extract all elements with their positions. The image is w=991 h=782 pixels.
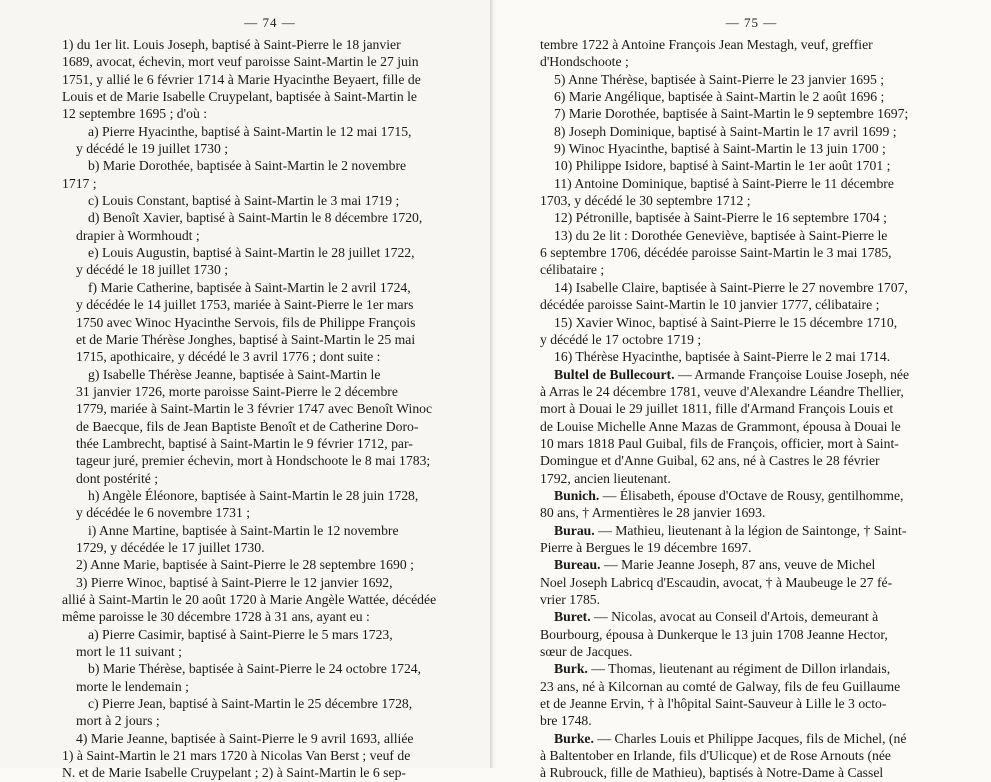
text-line	[540, 522, 963, 539]
text-line	[62, 314, 468, 331]
entry-heading: Burk.	[554, 661, 588, 677]
entry-heading: Bultel de Bullecourt.	[554, 366, 675, 382]
line-text: 23 ans, né à Kilcornan au comté de Galway, fils de feu Guillaume	[540, 678, 901, 694]
line-text: décédée paroisse Saint-Martin le 10 janvier 1777, célibataire ;	[540, 297, 880, 313]
line-text: dont postérité ;	[76, 470, 159, 486]
line-text: mort à 2 jours ;	[76, 713, 160, 729]
line-text: bre 1748.	[540, 713, 592, 729]
text-line	[62, 435, 468, 452]
line-text: e) Louis Augustin, baptisé à Saint-Martin le 28 juillet 1722,	[88, 245, 415, 261]
text-line	[540, 487, 963, 504]
text-line	[540, 712, 963, 729]
text-line	[62, 175, 468, 192]
text-line	[540, 539, 963, 556]
text-line	[62, 556, 468, 573]
text-line	[540, 470, 963, 487]
line-text: Louis et de Marie Isabelle Cruypelant, baptisée à Saint-Martin le	[62, 89, 417, 105]
text-line	[540, 88, 963, 105]
text-line	[540, 383, 963, 400]
text-line	[62, 660, 468, 677]
line-text: 1) du 1er lit. Louis Joseph, baptisé à Saint-Pierre le 18 janvier	[62, 37, 401, 52]
line-text: de Baecque, fils de Jean Baptiste Benoît et de Catherine Doro-	[76, 418, 419, 434]
line-text: 8) Joseph Dominique, baptisé à Saint-Martin le 17 avril 1699 ;	[554, 123, 897, 139]
text-line	[62, 400, 468, 417]
text-line	[62, 157, 468, 174]
line-text: 14) Isabelle Claire, baptisée à Saint-Pierre le 27 novembre 1707,	[554, 279, 908, 295]
text-line	[540, 227, 963, 244]
text-line	[62, 626, 468, 643]
text-line	[540, 452, 963, 469]
line-text: a) Pierre Hyacinthe, baptisé à Saint-Martin le 12 mai 1715,	[88, 123, 412, 139]
line-text: Pierre à Bergues le 19 décembre 1697.	[540, 539, 752, 555]
line-text: 1792, ancien lieutenant.	[540, 470, 671, 486]
page-number: — 74 —	[244, 15, 296, 30]
line-text: 12) Pétronille, baptisée à Saint-Pierre le 16 septembre 1704 ;	[554, 210, 887, 226]
text-line	[540, 314, 963, 331]
text-line	[540, 556, 963, 573]
text-line	[62, 71, 468, 88]
line-text: — Nicolas, avocat au Conseil d'Artois, demeurant à	[590, 609, 879, 625]
text-line	[62, 227, 468, 244]
text-line	[62, 678, 468, 695]
line-text: — Armande Françoise Louise Joseph, née	[674, 366, 910, 382]
text-line	[62, 504, 468, 521]
text-line	[540, 331, 963, 348]
line-text: vrier 1785.	[540, 592, 601, 607]
right-page	[492, 0, 991, 781]
text-line	[62, 279, 468, 296]
line-text: y décédé le 19 juillet 1730 ;	[76, 141, 229, 157]
text-line	[540, 504, 963, 521]
entry-heading: Bunich.	[554, 487, 600, 503]
text-line	[540, 626, 963, 643]
text-line	[62, 764, 468, 781]
line-text: — Élisabeth, épouse d'Octave de Rousy, gentilhomme,	[599, 487, 904, 503]
line-text: 1715, apothicaire, y décédé le 3 avril 1776 ; dont suite :	[76, 349, 381, 365]
line-text: 9) Winoc Hyacinthe, baptisé à Saint-Martin le 13 juin 1700 ;	[554, 141, 886, 157]
line-text: 31 janvier 1726, morte paroisse Saint-Pierre le 2 décembre	[76, 383, 398, 399]
line-text: sœur de Jacques.	[540, 644, 633, 660]
text-line	[62, 36, 468, 53]
line-text: 1779, mariée à Saint-Martin le 3 février 1747 avec Benoît Winoc	[76, 401, 433, 417]
text-line	[540, 747, 963, 764]
text-line	[62, 331, 468, 348]
text-line	[62, 591, 468, 608]
line-text: a) Pierre Casimir, baptisé à Saint-Pierre le 5 mars 1723,	[88, 626, 393, 642]
text-line	[540, 71, 963, 88]
line-text: y décédée le 14 juillet 1753, mariée à Saint-Pierre le 1er mars	[76, 297, 414, 313]
line-text: b) Marie Thérèse, baptisée à Saint-Pierre le 24 octobre 1724,	[88, 661, 422, 677]
line-text: 1750 avec Winoc Hyacinthe Servois, fils de Philippe François	[76, 314, 416, 330]
text-line	[540, 279, 963, 296]
text-line	[540, 175, 963, 192]
line-text: — Marie Jeanne Joseph, 87 ans, veuve de Michel	[600, 557, 876, 573]
text-line	[62, 574, 468, 591]
text-line	[62, 261, 468, 278]
text-line	[62, 296, 468, 313]
text-line	[540, 643, 963, 660]
line-text: à Baltentober en Irlande, fils d'Ulicque) et de Rose Arnouts (née	[540, 748, 892, 764]
text-line	[540, 348, 963, 365]
text-line	[62, 643, 468, 660]
text-line	[62, 487, 468, 504]
text-line	[62, 348, 468, 365]
line-text: 1689, avocat, échevin, mort veuf paroisse Saint-Martin le 27 juin	[62, 54, 419, 70]
line-text: tembre 1722 à Antoine François Jean Mestagh, veuf, greffier	[540, 37, 873, 52]
text-line	[62, 88, 468, 105]
text-line	[540, 140, 963, 157]
line-text: y décédé le 17 octobre 1719 ;	[540, 331, 702, 347]
left-page	[0, 0, 492, 781]
right-page-text	[540, 36, 963, 782]
text-line	[62, 747, 468, 764]
page-number: — 75 —	[725, 15, 778, 30]
line-text: allié à Saint-Martin le 20 août 1720 à Marie Angèle Wattée, décédée	[62, 592, 437, 607]
text-line	[62, 539, 468, 556]
line-text: 6 septembre 1706, décédée paroisse Saint-Martin le 3 mai 1785,	[540, 245, 892, 261]
line-text: à Rubrouck, fille de Mathieu), baptisés à Notre-Dame à Cassel	[540, 765, 884, 781]
text-line	[62, 383, 468, 400]
line-text: 4) Marie Jeanne, baptisée à Saint-Pierre le 9 avril 1693, alliée	[76, 730, 414, 746]
line-text: même paroisse le 30 décembre 1728 à 31 ans, ayant eu :	[62, 609, 370, 625]
book-gutter	[490, 0, 496, 768]
text-line	[62, 712, 468, 729]
text-line	[62, 192, 468, 209]
line-text: d) Benoît Xavier, baptisé à Saint-Martin le 8 décembre 1720,	[88, 210, 423, 226]
line-text: c) Louis Constant, baptisé à Saint-Martin le 3 mai 1719 ;	[88, 193, 400, 209]
line-text: tageur juré, premier échevin, mort à Hondschoote le 8 mai 1783;	[76, 453, 431, 469]
line-text: 1717 ;	[62, 175, 97, 191]
line-text: 11) Antoine Dominique, baptisé à Saint-Pierre le 11 décembre	[554, 175, 894, 191]
line-text: Bourbourg, épousa à Dunkerque le 13 juin 1708 Jeanne Hector,	[540, 626, 888, 642]
line-text: et de Jeanne Ervin, † à l'hôpital Saint-Sauveur à Lille le 3 octo-	[540, 696, 887, 712]
left-page-text	[62, 36, 468, 782]
line-text: thée Lambrecht, baptisé à Saint-Martin le 9 février 1712, par-	[76, 435, 413, 451]
line-text: 3) Pierre Winoc, baptisé à Saint-Pierre le 12 janvier 1692,	[76, 574, 393, 590]
text-line	[540, 730, 963, 747]
text-line	[62, 695, 468, 712]
entry-heading: Burau.	[554, 522, 595, 538]
text-line	[62, 366, 468, 383]
entry-heading: Buret.	[554, 609, 591, 625]
text-line	[540, 157, 963, 174]
text-line	[540, 296, 963, 313]
line-text: Domingue et d'Anne Guibal, 62 ans, né à Castres le 28 février	[540, 453, 880, 469]
text-line	[540, 695, 963, 712]
text-line	[540, 435, 963, 452]
text-line	[62, 209, 468, 226]
line-text: N. et de Marie Isabelle Cruypelant ; 2) à Saint-Martin le 6 sep-	[62, 765, 406, 781]
line-text: 1751, y allié le 6 février 1714 à Marie Hyacinthe Beyaert, fille de	[62, 71, 421, 87]
line-text: 16) Thérèse Hyacinthe, baptisée à Saint-Pierre le 2 mai 1714.	[554, 349, 891, 365]
text-line	[540, 261, 963, 278]
text-line	[62, 244, 468, 261]
line-text: 12 septembre 1695 ; d'où :	[62, 106, 208, 122]
line-text: 15) Xavier Winoc, baptisé à Saint-Pierre le 15 décembre 1710,	[554, 314, 898, 330]
line-text: g) Isabelle Thérèse Jeanne, baptisée à Saint-Martin le	[88, 366, 381, 382]
line-text: 13) du 2e lit : Dorothée Geneviève, baptisée à Saint-Pierre le	[554, 227, 888, 243]
text-line	[540, 105, 963, 122]
line-text: c) Pierre Jean, baptisé à Saint-Martin le 25 décembre 1728,	[88, 696, 413, 712]
line-text: 5) Anne Thérèse, baptisée à Saint-Pierre le 23 janvier 1695 ;	[554, 71, 885, 87]
line-text: — Thomas, lieutenant au régiment de Dillon irlandais,	[587, 661, 891, 677]
text-line	[540, 53, 963, 70]
text-line	[540, 608, 963, 625]
line-text: Noel Joseph Labricq d'Escaudin, avocat, † à Maubeuge le 27 fé-	[540, 574, 893, 590]
line-text: 7) Marie Dorothée, baptisée à Saint-Martin le 9 septembre 1697;	[554, 106, 909, 122]
entry-heading: Burke.	[554, 730, 594, 746]
entry-heading: Bureau.	[554, 557, 601, 573]
line-text: — Mathieu, lieutenant à la légion de Saintonge, † Saint-	[594, 522, 907, 538]
text-line	[540, 244, 963, 261]
line-text: b) Marie Dorothée, baptisée à Saint-Martin le 2 novembre	[88, 158, 407, 174]
text-line	[540, 591, 963, 608]
line-text: 1703, y décédé le 30 septembre 1712 ;	[540, 193, 751, 209]
line-text: et de Marie Thérèse Jonghes, baptisé à Saint-Martin le 25 mai	[76, 331, 416, 347]
line-text: drapier à Wormhoudt ;	[76, 227, 200, 243]
line-text: 1729, y décédée le 17 juillet 1730.	[76, 539, 265, 555]
text-line	[62, 522, 468, 539]
line-text: 10) Philippe Isidore, baptisé à Saint-Martin le 1er août 1701 ;	[554, 158, 891, 174]
text-line	[540, 574, 963, 591]
line-text: h) Angèle Éléonore, baptisée à Saint-Martin le 28 juin 1728,	[88, 487, 419, 503]
line-text: 10 mars 1818 Paul Guibal, fils de François, officier, mort à Saint-	[540, 435, 899, 451]
text-line	[62, 418, 468, 435]
text-line	[62, 105, 468, 122]
text-line	[62, 730, 468, 747]
line-text: célibataire ;	[540, 262, 605, 278]
text-line	[540, 764, 963, 781]
line-text: à Arras le 24 décembre 1781, veuve d'Alexandre Léandre Thellier,	[540, 383, 904, 399]
line-text: i) Anne Martine, baptisée à Saint-Martin le 12 novembre	[88, 522, 399, 538]
text-line	[62, 53, 468, 70]
text-line	[540, 366, 963, 383]
line-text: de Louise Michelle Anne Mazas de Grammont, épousa à Douai le	[540, 418, 901, 434]
line-text: y décédé le 18 juillet 1730 ;	[76, 262, 229, 278]
text-line	[62, 123, 468, 140]
text-line	[540, 209, 963, 226]
text-line	[540, 400, 963, 417]
text-line	[540, 678, 963, 695]
line-text: — Charles Louis et Philippe Jacques, fils de Michel, (né	[593, 730, 907, 746]
text-line	[540, 123, 963, 140]
line-text: 2) Anne Marie, baptisée à Saint-Pierre le 28 septembre 1690 ;	[76, 557, 414, 573]
line-text: mort le 11 suivant ;	[76, 644, 182, 660]
text-line	[540, 660, 963, 677]
line-text: 6) Marie Angélique, baptisée à Saint-Martin le 2 août 1696 ;	[554, 89, 885, 105]
line-text: 1) à Saint-Martin le 21 mars 1720 à Nicolas Van Berst ; veuf de	[62, 748, 411, 764]
line-text: 80 ans, † Armentières le 28 janvier 1693.	[540, 505, 766, 521]
text-line	[540, 36, 963, 53]
text-line	[540, 192, 963, 209]
line-text: morte le lendemain ;	[76, 678, 189, 694]
text-line	[540, 418, 963, 435]
line-text: mort à Douai le 29 juillet 1811, fille d'Armand François Louis et	[540, 401, 894, 417]
text-line	[62, 140, 468, 157]
line-text: y décédée le 6 novembre 1731 ;	[76, 505, 251, 521]
line-text: d'Hondschoote ;	[540, 54, 629, 70]
line-text: f) Marie Catherine, baptisée à Saint-Martin le 2 avril 1724,	[88, 279, 411, 295]
text-line	[62, 470, 468, 487]
text-line	[62, 452, 468, 469]
text-line	[62, 608, 468, 625]
